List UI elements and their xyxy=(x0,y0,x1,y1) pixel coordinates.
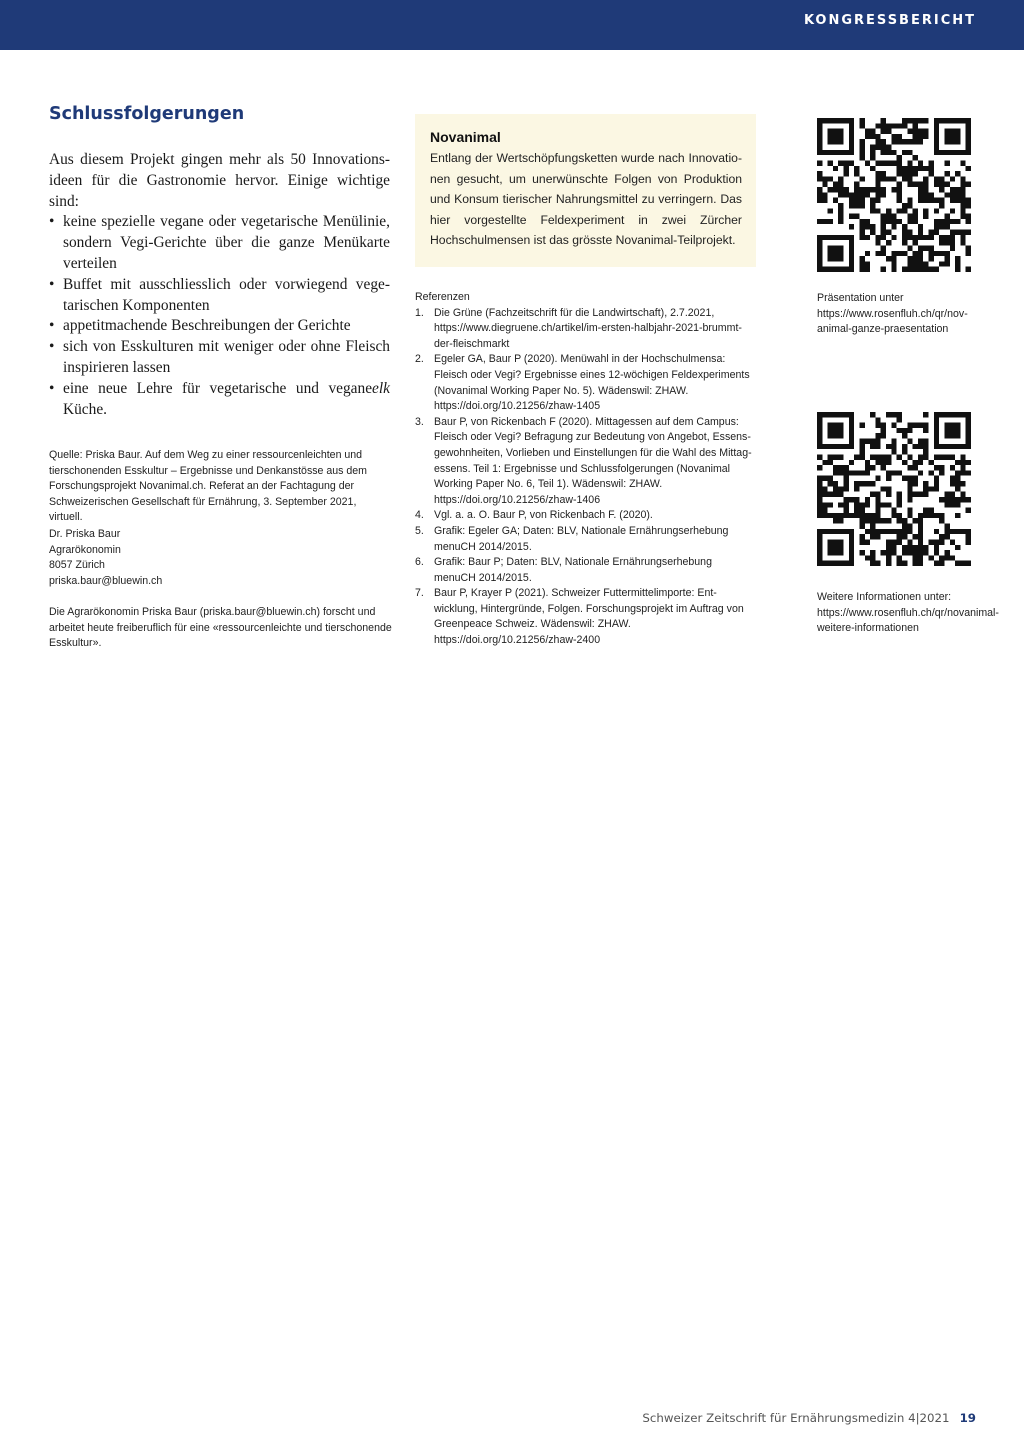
reference-item: 5. Grafik: Egeler GA; Daten: BLV, Nationale Ernährungserhebung menuCH 2014/2015. xyxy=(415,524,729,553)
reference-item: 2. Egeler GA, Baur P (2020). Menüwahl in der Hochschulmensa: Fleisch oder Vegi? Ergebnisse eines 12-wöchigen Feldexperiments (Novanimal Working Paper No. 5). Wädenswil: ZHAW. https://doi.org/10.21256/zhaw-1405 xyxy=(415,353,750,413)
list-item: • Buffet mit ausschliesslich oder vorwiegend vegetarischen Komponenten xyxy=(49,275,390,314)
author-city: 8057 Zürich xyxy=(49,559,105,572)
author-name: Dr. Priska Baur xyxy=(49,528,121,540)
source-note: Quelle: Priska Baur. Auf dem Weg zu einer ressourcenleichten und tierschonenden Esskultur – Ergebnisse und Denkanstösse aus dem Forschungsprojekt Novanimal.ch. Referat an der Fachtagung der Schweizerischen Gesellschaft für Ernährung, 3. September 2021, virtuell. xyxy=(49,449,367,524)
bullet-icon: • xyxy=(49,213,55,231)
qr-caption-presentation: Präsentation unter https://www.rosenfluh.ch/qr/nov-animal-ganze-praesentation xyxy=(817,292,968,336)
bullet-icon: • xyxy=(49,275,55,293)
bullet-icon: • xyxy=(49,379,55,397)
qr-code-presentation[interactable] xyxy=(817,118,971,272)
reference-item: 6. Grafik: Baur P; Daten: BLV, Nationale Ernährungserhebung menuCH 2014/2015. xyxy=(415,556,712,584)
list-item: • appetitmachende Beschreibungen der Gerichte xyxy=(49,316,390,337)
qr-code-more-info[interactable] xyxy=(817,412,971,566)
author-bio: Die Agrarökonomin Priska Baur (priska.baur@bluewin.ch) forscht und arbeitet heute freiberuflich für eine «ressourcenleichte und tierschonende Esskultur». xyxy=(49,606,392,650)
author-profession: Agrarökonomin xyxy=(49,543,121,556)
list-item: • sich von Esskulturen mit weniger oder ohne Fleisch inspirieren lassen xyxy=(49,338,390,376)
list-item: • keine spezielle vegane oder vegetarische Menülinie, sondern Vegi-Gerichte über die ganze Menükarte verteilen xyxy=(49,213,390,272)
list-item: • eine neue Lehre für vegetarische und vegane Küche. elk xyxy=(49,379,390,421)
info-box-text: Entlang der Wertschöpfungsketten wurde nach Innovationen gesucht, um unerwünschte Folgen von Produktion und Konsum tierischer Nahrungsmittel zu verringern. Das hier vorgestellte Feldexperiment in zwei Zürcher Hochschulmensen ist das grösste Novanimal-Teilprojekt. xyxy=(430,151,742,248)
conclusions-list xyxy=(49,212,390,420)
conclusions-intro: Aus diesem Projekt gingen mehr als 50 Innovationsideen für die Gastronomie hervor. Einige wichtige sind: xyxy=(49,151,390,210)
references-list xyxy=(415,306,755,649)
reference-item: 1. Die Grüne (Fachzeitschrift für die Landwirtschaft), 2.7.2021, https://www.diegruene.ch/artikel/im-ersten-halbjahr-2021-brummt-der-fleischmarkt xyxy=(415,306,742,350)
author-initials: elk xyxy=(372,379,390,397)
reference-item: 3. Baur P, von Rickenbach F (2020). Mittagessen auf dem Campus: Fleisch oder Vegi? Befragung zur Bedeutung von Angebot, Essensgewohnheiten, Vorlieben und Einstellungen für die Wahl des Mittagessens. Teil 1: Ergebnisse und Schlussfolgerungen (Novanimal Working Paper No. 6, Teil 1). Wädenswil: ZHAW. https://doi.org/10.21256/zhaw-1406 xyxy=(415,415,752,506)
page-footer xyxy=(642,1411,976,1425)
header-bar xyxy=(0,0,1024,50)
info-box-title: Novanimal xyxy=(430,129,501,145)
reference-item: 4. Vgl. a. a. O. Baur P, von Rickenbach F. (2020). xyxy=(415,509,653,522)
conclusions-section xyxy=(49,104,390,420)
bullet-icon: • xyxy=(49,338,55,356)
references xyxy=(415,290,755,649)
author-email[interactable]: priska.baur@bluewin.ch xyxy=(49,574,163,587)
info-box xyxy=(415,114,756,267)
journal-title: Schweizer Zeitschrift für Ernährungsmedizin 4|2021 xyxy=(642,1411,950,1425)
qr-caption-more-info: Weitere Informationen unter: https://www.rosenfluh.ch/qr/novanimal-weitere-informationen xyxy=(817,591,999,635)
section-label: KONGRESSBERICHT xyxy=(803,13,976,28)
references-heading: Referenzen xyxy=(415,291,470,303)
author-contact xyxy=(49,527,390,589)
page-number: 19 xyxy=(959,1411,976,1425)
section-title: Schlussfolgerungen xyxy=(49,104,245,124)
bullet-icon: • xyxy=(49,317,55,335)
reference-item: 7. Baur P, Krayer P (2021). Schweizer Futtermittelimporte: Entwicklung, Hintergründe, Folgen. Forschungsprojekt im Auftrag von Greenpeace Schweiz. Wädenswil: ZHAW. https://doi.org/10.21256/zhaw-2400 xyxy=(415,587,744,647)
